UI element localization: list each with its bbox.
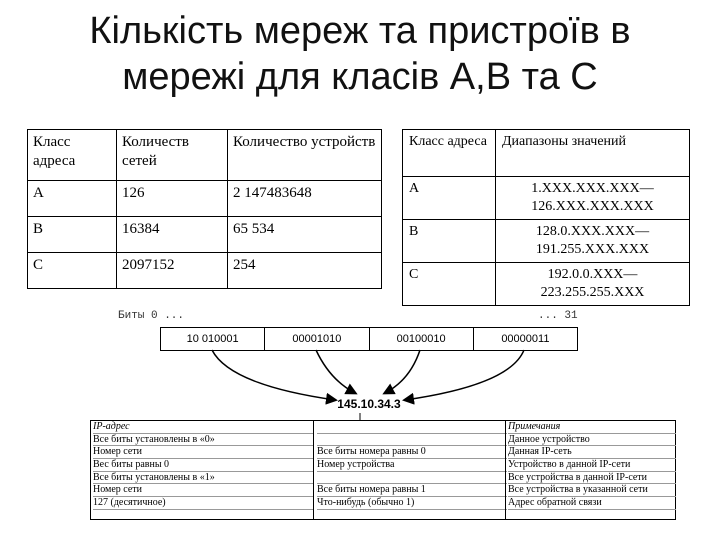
cell: IP-адрес xyxy=(93,421,313,434)
cell: Данное устройство xyxy=(508,434,676,447)
cell: Номер устройства xyxy=(317,459,507,472)
cell xyxy=(317,472,507,485)
cell: 16384 xyxy=(117,217,228,253)
cell: Все устройства в данной IP-сети xyxy=(508,472,676,485)
arrow-octet-3 xyxy=(385,350,420,393)
cell: 254 xyxy=(228,253,382,289)
special-addresses-table xyxy=(90,420,676,520)
octet: 00000011 xyxy=(501,333,550,345)
cell: Все биты установлены в «0» xyxy=(93,434,313,447)
cell: B xyxy=(28,217,117,253)
cell: Устройство в данной IP-сети xyxy=(508,459,676,472)
header-cell: Диапазоны значений xyxy=(496,130,690,177)
cell: Примечания xyxy=(508,421,676,434)
cell: C xyxy=(403,263,496,306)
column-device xyxy=(315,421,507,519)
cell: 2 147483648 xyxy=(228,181,382,217)
cell: Вес биты равны 0 xyxy=(93,459,313,472)
cell: A xyxy=(403,177,496,220)
header-cell: Количество устройств xyxy=(228,130,382,181)
cell: Данная IP-сеть xyxy=(508,446,676,459)
cell: 1.XXX.XXX.XXX— 126.XXX.XXX.XXX xyxy=(496,177,690,220)
cell: 126 xyxy=(117,181,228,217)
octet: 00001010 xyxy=(265,328,369,350)
ip-address: 145.10.34.3 xyxy=(337,397,401,411)
cell: A xyxy=(28,181,117,217)
cell: Все биты установлены в «1» xyxy=(93,472,313,485)
cell: C xyxy=(28,253,117,289)
title-line-2: мережі для класів А,В та С xyxy=(122,56,598,98)
cell: 128.0.XXX.XXX— 191.255.XXX.XXX xyxy=(496,220,690,263)
bits-label-right: ... 31 xyxy=(538,310,578,322)
octet: 10 010001 xyxy=(161,328,265,350)
cell: 127 (десятичное) xyxy=(93,497,313,510)
cell: Номер сети xyxy=(93,484,313,497)
cell xyxy=(317,434,507,447)
cell: 192.0.0.XXX— 223.255.255.XXX xyxy=(496,263,690,306)
cell: Все устройства в указанной сети xyxy=(508,484,676,497)
cell: Все биты номера равны 1 xyxy=(317,484,507,497)
cell: Номер сети xyxy=(93,446,313,459)
arrow-octet-1 xyxy=(212,350,335,400)
bits-label-left: Биты 0 ... xyxy=(118,310,185,322)
header-cell: Количеств сетей xyxy=(117,130,228,181)
cell: 2097152 xyxy=(117,253,228,289)
header-cell: Класс адреса xyxy=(403,130,496,177)
arrow-octet-4 xyxy=(405,350,524,400)
cell: 65 534 xyxy=(228,217,382,253)
cell: Адрес обратной связи xyxy=(508,497,676,510)
cell: B xyxy=(403,220,496,263)
arrow-octet-2 xyxy=(316,350,355,393)
title-line-1: Кількість мереж та пристроїв в xyxy=(89,10,631,52)
cell xyxy=(317,421,507,434)
octet: 00100010 xyxy=(370,328,474,350)
column-ip xyxy=(91,421,314,519)
header-cell: Класс адреса xyxy=(28,130,117,181)
cell: Все биты номера равны 0 xyxy=(317,446,507,459)
cell: Что-нибудь (обычно 1) xyxy=(317,497,507,510)
column-notes xyxy=(505,421,676,519)
